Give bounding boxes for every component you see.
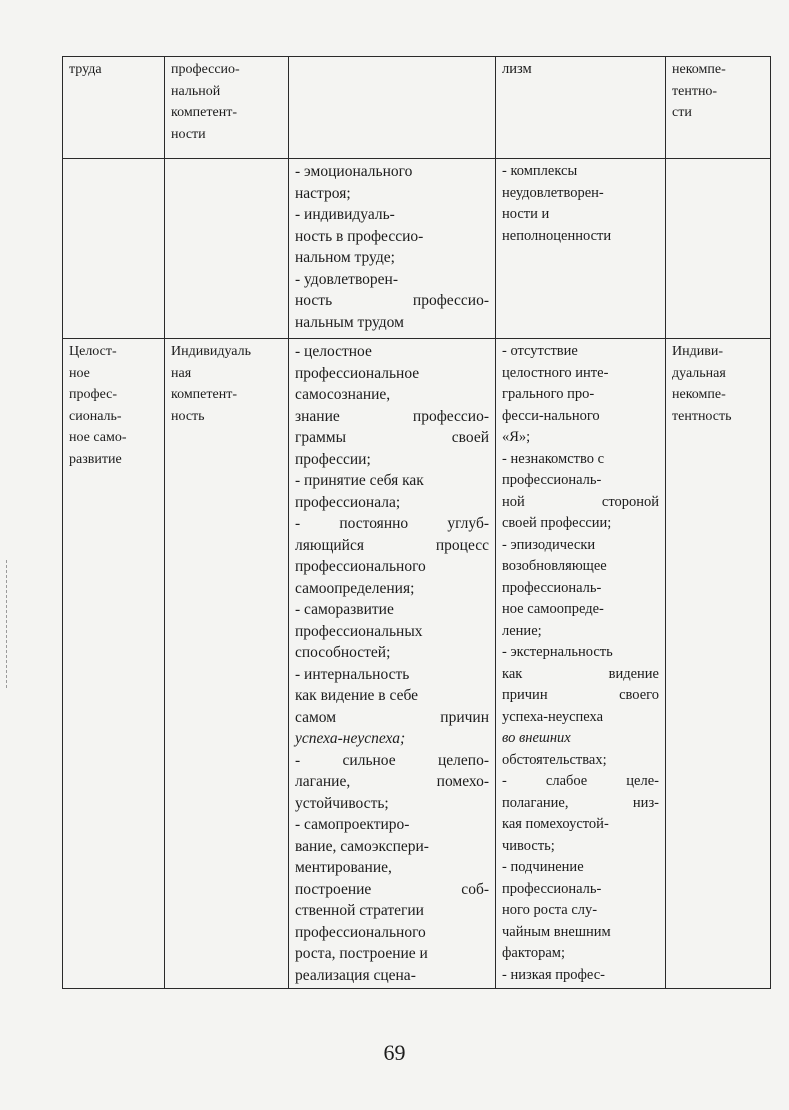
cell-text-line: профессии;: [295, 450, 371, 468]
table-row-header-continuation: [63, 57, 771, 159]
scan-margin-marks: [6, 560, 9, 688]
cell-text-line: - целостное: [295, 343, 372, 360]
cell-text-line: профессиональ-: [502, 880, 602, 897]
cell-text-line: нальным трудом: [295, 313, 404, 331]
cell-text-line: ность профессио-: [295, 292, 489, 309]
cell-text-line: - подчинение: [502, 859, 584, 875]
cell-text-line: чивость;: [502, 837, 555, 854]
cell-text-line: ность: [171, 408, 205, 424]
cell-text-line: самосознание,: [295, 386, 391, 403]
cont-cell-1: [63, 159, 165, 339]
cell-text-line: ление;: [502, 622, 542, 639]
cell-text-line: чайным внешним: [502, 923, 611, 940]
cell-text-line: дуальная: [672, 365, 726, 381]
cell-text-line: - удовлетворен-: [295, 270, 398, 288]
cell-text-line: профессионального: [295, 923, 426, 941]
cell-text-line: ное: [69, 365, 90, 381]
cell-text-line: успеха-неуспеха;: [295, 730, 406, 747]
cell-text-line: устойчивость;: [295, 794, 389, 812]
cell-text-line: ности и: [502, 206, 550, 222]
cell-text-line: во внешних: [502, 730, 571, 746]
cell-text-line: - индивидуаль-: [295, 206, 395, 223]
cell-text-line: ная: [171, 365, 192, 381]
cell-text-line: - самопроектиро-: [295, 816, 410, 833]
cell-text-line: как видение: [502, 665, 659, 682]
cell-text-line: ное самоопреде-: [502, 601, 604, 617]
page-number: 69: [383, 1040, 406, 1065]
cell-text-line: реализация сцена-: [295, 966, 416, 984]
cell-text-line: - низкая профес-: [502, 966, 605, 983]
cell-text-line: компетент-: [171, 387, 237, 402]
cell-text-line: Индиви-: [672, 344, 723, 359]
cell-text-line: - слабое целе-: [502, 773, 659, 789]
cell-text-line: профессионального: [295, 558, 426, 575]
cell-text-line: профессионала;: [295, 493, 401, 511]
cont-cell-4: [496, 159, 666, 339]
cell-text-line: - отсутствие: [502, 343, 578, 359]
header-cell-3: [289, 57, 496, 159]
cell-text-line: полагание, низ-: [502, 794, 659, 811]
cell-text-line: труда: [69, 62, 102, 77]
cell-text-line: кая помехоустой-: [502, 816, 609, 832]
cell-text-line: настроя;: [295, 184, 351, 202]
cell-text-line: - эмоционального: [295, 163, 413, 180]
cell-text-line: ной стороной: [502, 493, 659, 510]
cell-text-line: лагание, помехо-: [295, 773, 489, 790]
cell-text-line: способностей;: [295, 644, 391, 661]
main-cell-competence: [165, 339, 289, 989]
cell-text-line: возобновляющее: [502, 558, 607, 574]
cell-text-line: профессиональ-: [502, 472, 602, 488]
cell-text-line: профессиональное: [295, 364, 420, 382]
cell-text-line: - эпизодически: [502, 536, 596, 553]
cell-text-line: Целост-: [69, 344, 117, 359]
cell-text-line: развитие: [69, 451, 122, 467]
table-row-integral-self-development: [63, 339, 771, 989]
cell-text-line: Индивидуаль: [171, 344, 251, 359]
cell-text-line: лизм: [502, 61, 532, 77]
table-row-continued-content: [63, 159, 771, 339]
cell-text-line: некомпе-: [672, 62, 726, 77]
cell-text-line: обстоятельствах;: [502, 751, 607, 768]
cell-text-line: - экстернальность: [502, 644, 613, 660]
cell-text-line: - интернальность: [295, 665, 410, 683]
cell-text-line: знание профессио-: [295, 407, 489, 425]
cell-text-line: грального про-: [502, 386, 595, 402]
main-cell-negative-traits: [496, 339, 666, 989]
header-cell-5: [666, 57, 771, 159]
header-cell-4: [496, 57, 666, 159]
cell-text-line: нальном труде;: [295, 249, 395, 266]
cell-text-line: роста, построение и: [295, 945, 428, 962]
cont-cell-5: [666, 159, 771, 339]
header-cell-2: [165, 57, 289, 159]
cell-text-line: - комплексы: [502, 163, 578, 179]
cell-text-line: профессиональ-: [502, 579, 602, 596]
cell-text-line: - саморазвитие: [295, 601, 394, 618]
cell-text-line: вание, самоэкспери-: [295, 837, 429, 855]
cell-text-line: нальной: [171, 83, 221, 99]
cell-text-line: фесси-нального: [502, 407, 600, 424]
cell-text-line: самом причин: [295, 708, 489, 726]
cell-text-line: «Я»;: [502, 429, 531, 445]
cell-text-line: некомпе-: [672, 387, 726, 402]
cell-text-line: ментирование,: [295, 859, 392, 876]
main-cell-incompetence: [666, 339, 771, 989]
cell-text-line: факторам;: [502, 945, 565, 961]
header-cell-1: [63, 57, 165, 159]
cell-text-line: построение соб-: [295, 880, 489, 898]
cont-cell-3: [289, 159, 496, 339]
cell-text-line: ное само-: [69, 430, 127, 445]
cell-text-line: неудовлетворен-: [502, 184, 604, 201]
cell-text-line: ственной стратегии: [295, 902, 424, 919]
cell-text-line: - сильное целепо-: [295, 751, 489, 769]
cell-text-line: - принятие себя как: [295, 472, 424, 489]
cell-text-line: как видение в себе: [295, 687, 419, 704]
main-cell-stage: [63, 339, 165, 989]
cell-text-line: сти: [672, 105, 692, 120]
cell-text-line: профессио-: [171, 62, 240, 77]
cell-text-line: ного роста слу-: [502, 902, 598, 918]
cell-text-line: профес-: [69, 387, 118, 402]
cell-text-line: ляющийся процесс: [295, 536, 489, 554]
cell-text-line: тентность: [672, 408, 732, 424]
main-cell-positive-traits: [289, 339, 496, 989]
cell-text-line: - незнакомство с: [502, 450, 605, 467]
cell-text-line: сиональ-: [69, 408, 122, 424]
cell-text-line: тентно-: [672, 83, 718, 99]
cell-text-line: неполноценности: [502, 227, 612, 244]
competence-table: [62, 56, 771, 989]
cell-text-line: причин своего: [502, 687, 659, 703]
cell-text-line: ность в профессио-: [295, 227, 424, 245]
cont-cell-2: [165, 159, 289, 339]
cell-text-line: ности: [171, 126, 206, 142]
cell-text-line: самоопределения;: [295, 579, 415, 597]
cell-text-line: своей профессии;: [502, 515, 612, 531]
cell-text-line: целостного инте-: [502, 364, 609, 381]
cell-text-line: - постоянно углуб-: [295, 515, 489, 532]
cell-text-line: профессиональных: [295, 622, 423, 640]
cell-text-line: граммы своей: [295, 429, 489, 446]
cell-text-line: успеха-неуспеха: [502, 708, 604, 725]
cell-text-line: компетент-: [171, 105, 237, 120]
